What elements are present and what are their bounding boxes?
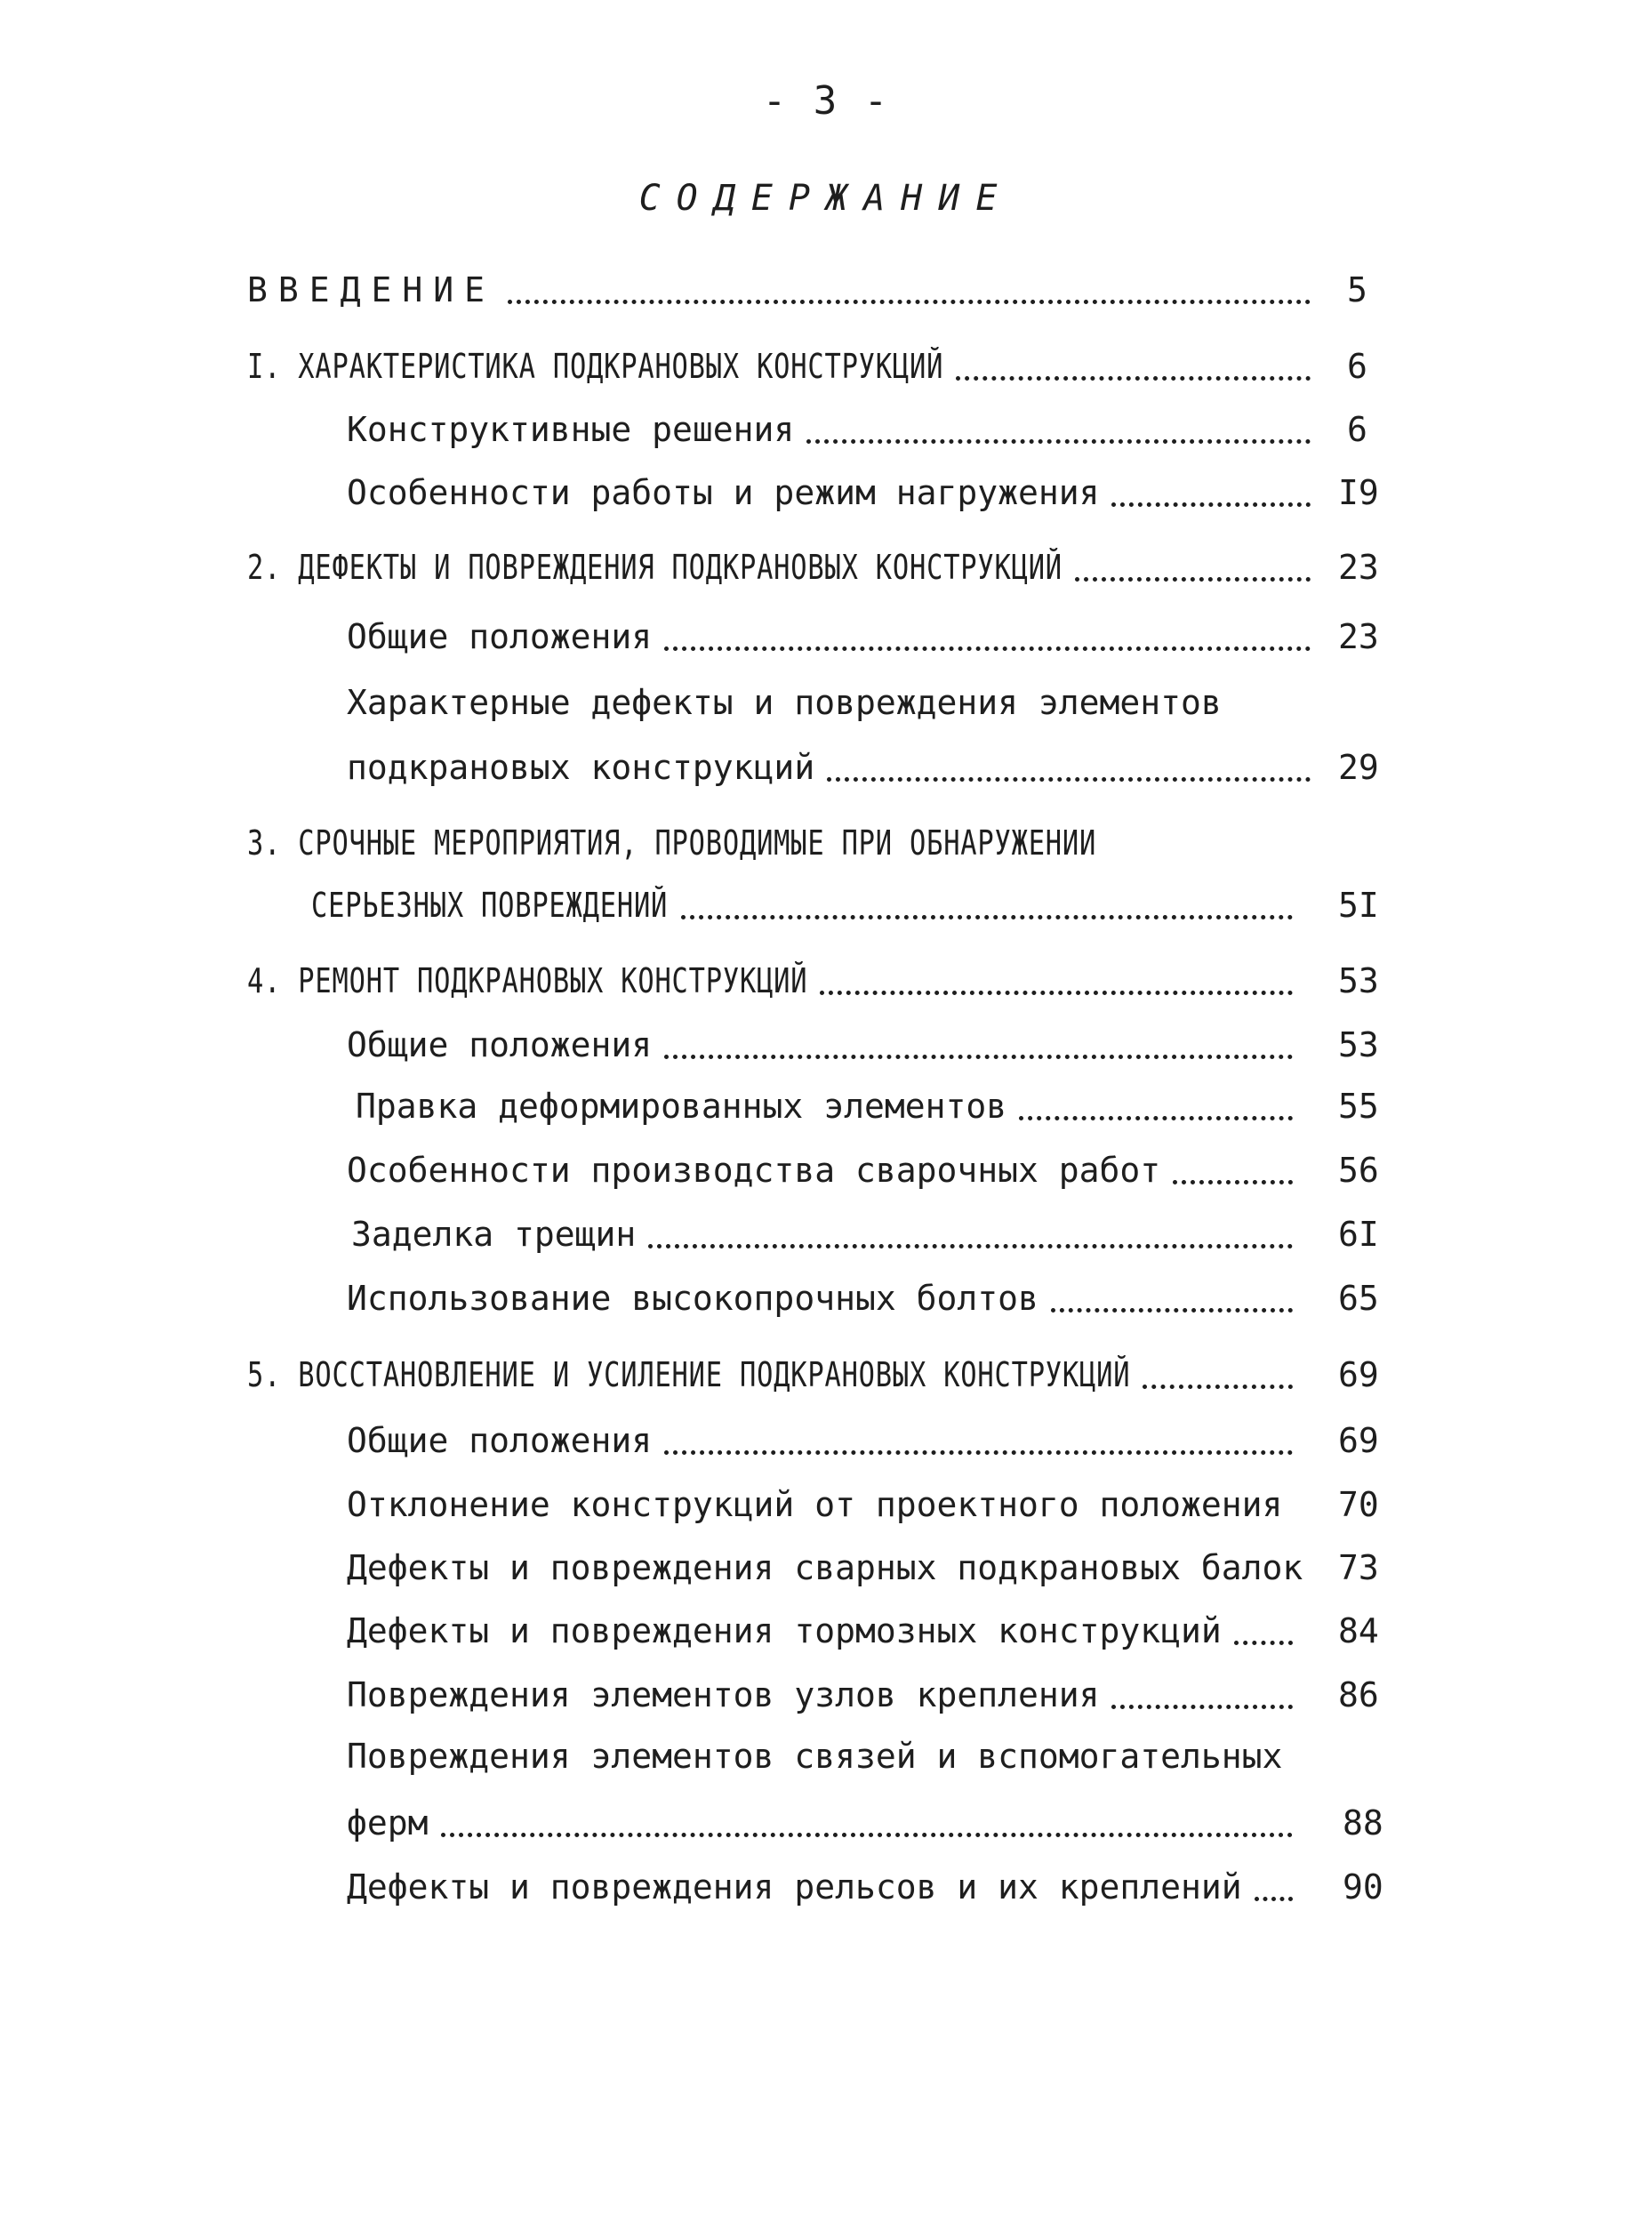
dot-leader [1173, 1180, 1293, 1184]
toc-entry-title: Дефекты и повреждения рельсов и их креплений [347, 1867, 1242, 1907]
toc-entry-page: 5I [1338, 886, 1379, 925]
dot-leader [827, 777, 1311, 782]
dot-leader [1143, 1385, 1293, 1389]
dot-leader [1111, 1705, 1293, 1709]
toc-entry [347, 1480, 1307, 1529]
dot-leader [508, 300, 1311, 304]
toc-entry [311, 880, 1307, 930]
toc-entry-page: 6 [1347, 347, 1367, 386]
dot-leader [664, 1450, 1293, 1455]
dot-leader [1019, 1116, 1293, 1120]
toc-entry-page: 65 [1338, 1279, 1379, 1318]
toc-entry-page: I9 [1338, 473, 1379, 512]
toc-entry-page: 29 [1338, 748, 1379, 787]
dot-leader [648, 1244, 1293, 1248]
toc-entry-page: 6I [1338, 1215, 1379, 1254]
toc-entry-title: Использование высокопрочных болтов [347, 1279, 1039, 1318]
dot-leader [441, 1833, 1293, 1837]
toc-entry-page: 69 [1338, 1421, 1379, 1460]
toc-entry-title: 4. РЕМОНТ ПОДКРАНОВЫХ КОНСТРУКЦИЙ [247, 961, 808, 1000]
toc-entry-title: Общие положения [347, 617, 653, 656]
toc-entry-page: 56 [1338, 1151, 1379, 1190]
dot-leader [820, 991, 1293, 995]
dot-leader [664, 1055, 1293, 1059]
toc-entry-title: Особенности работы и режим нагружения [347, 473, 1100, 512]
toc-entry [247, 818, 1387, 868]
toc-entry-title: Общие положения [347, 1421, 653, 1460]
toc-entry-page: 84 [1338, 1611, 1379, 1650]
toc-entry [347, 1020, 1307, 1070]
toc-entry-title: Дефекты и повреждения сварных подкрановых балок [347, 1548, 1303, 1587]
toc-entry [347, 743, 1325, 792]
toc-entry-page: 23 [1338, 617, 1379, 656]
toc-entry-page: 23 [1338, 548, 1379, 587]
toc-entry [347, 1670, 1307, 1720]
toc-entry [347, 1798, 1307, 1848]
toc-entry-title: подкрановых конструкций [347, 748, 815, 787]
toc-entry-page: 5 [1347, 270, 1367, 309]
toc-entry [356, 1081, 1307, 1131]
dot-leader [681, 915, 1293, 919]
toc-entry-page: 73 [1338, 1548, 1379, 1587]
toc-entry [347, 1862, 1307, 1912]
toc-entry-title: ВВЕДЕНИЕ [247, 270, 496, 309]
toc-entry-title: Конструктивные решения [347, 410, 795, 449]
toc-entry-title: 5. ВОССТАНОВЛЕНИЕ И УСИЛЕНИЕ ПОДКРАНОВЫХ КОНСТРУКЦИЙ [247, 1355, 1131, 1394]
toc-entry [351, 1209, 1307, 1259]
toc-entry [347, 1543, 1307, 1593]
toc-entry-title: СЕРЬЕЗНЫХ ПОВРЕЖДЕНИЙ [311, 886, 669, 925]
toc-entry-title: 2. ДЕФЕКТЫ И ПОВРЕЖДЕНИЯ ПОДКРАНОВЫХ КОНСТРУКЦИЙ [247, 548, 1063, 587]
toc-entry [247, 341, 1325, 391]
toc-entry-page: 86 [1338, 1675, 1379, 1714]
toc-entry [347, 1273, 1307, 1323]
toc-entry-page: 53 [1338, 1025, 1379, 1064]
toc-entry-page: 70 [1338, 1485, 1379, 1524]
toc-entry-title: Характерные дефекты и повреждения элементов [347, 683, 1222, 722]
dot-leader [1051, 1308, 1293, 1313]
toc-entry [347, 678, 1387, 727]
toc-entry-title: Общие положения [347, 1025, 653, 1064]
dot-leader [1075, 577, 1311, 582]
dot-leader [806, 439, 1311, 444]
dot-leader [1111, 502, 1311, 507]
toc-entry [347, 1606, 1307, 1656]
toc-entry [347, 1416, 1307, 1465]
dot-leader [1234, 1641, 1293, 1645]
toc-entry-page: 55 [1338, 1087, 1379, 1126]
toc-entry-title: 3. СРОЧНЫЕ МЕРОПРИЯТИЯ, ПРОВОДИМЫЕ ПРИ ОБНАРУЖЕНИИ [247, 823, 1097, 863]
toc-entry-page: 6 [1347, 410, 1367, 449]
toc-entry-page: 88 [1343, 1803, 1383, 1843]
toc-entry-title: Отклонение конструкций от проектного положения [347, 1485, 1283, 1524]
toc-entry-title: Повреждения элементов узлов крепления [347, 1675, 1100, 1714]
dot-leader [664, 646, 1311, 651]
toc-entry [247, 1350, 1307, 1400]
toc-entry-title: Особенности производства сварочных работ [347, 1151, 1161, 1190]
toc-entry [247, 956, 1307, 1006]
toc-entry [347, 1731, 1387, 1781]
page-number: - 3 - [762, 78, 890, 124]
toc-entry-page: 90 [1343, 1867, 1383, 1907]
toc-entry-title: ферм [347, 1803, 429, 1843]
toc-entry-page: 53 [1338, 961, 1379, 1000]
toc-entry [347, 1145, 1307, 1195]
toc-entry-title: Дефекты и повреждения тормозных конструкций [347, 1611, 1222, 1650]
toc-entry-title: Правка деформированных элементов [356, 1087, 1007, 1126]
toc-entry [347, 405, 1325, 454]
toc-entry [247, 265, 1325, 315]
toc-entry [347, 612, 1325, 662]
dot-leader [1255, 1897, 1293, 1901]
toc-entry-page: 69 [1338, 1355, 1379, 1394]
toc-heading: СОДЕРЖАНИЕ [638, 178, 1014, 219]
toc-entry [247, 542, 1325, 592]
toc-entry [347, 468, 1325, 518]
dot-leader [956, 376, 1311, 381]
toc-entry-title: Повреждения элементов связей и вспомогательных [347, 1737, 1283, 1776]
toc-entry-title: Заделка трещин [351, 1215, 637, 1254]
toc-entry-title: I. ХАРАКТЕРИСТИКА ПОДКРАНОВЫХ КОНСТРУКЦИЙ [247, 347, 944, 386]
